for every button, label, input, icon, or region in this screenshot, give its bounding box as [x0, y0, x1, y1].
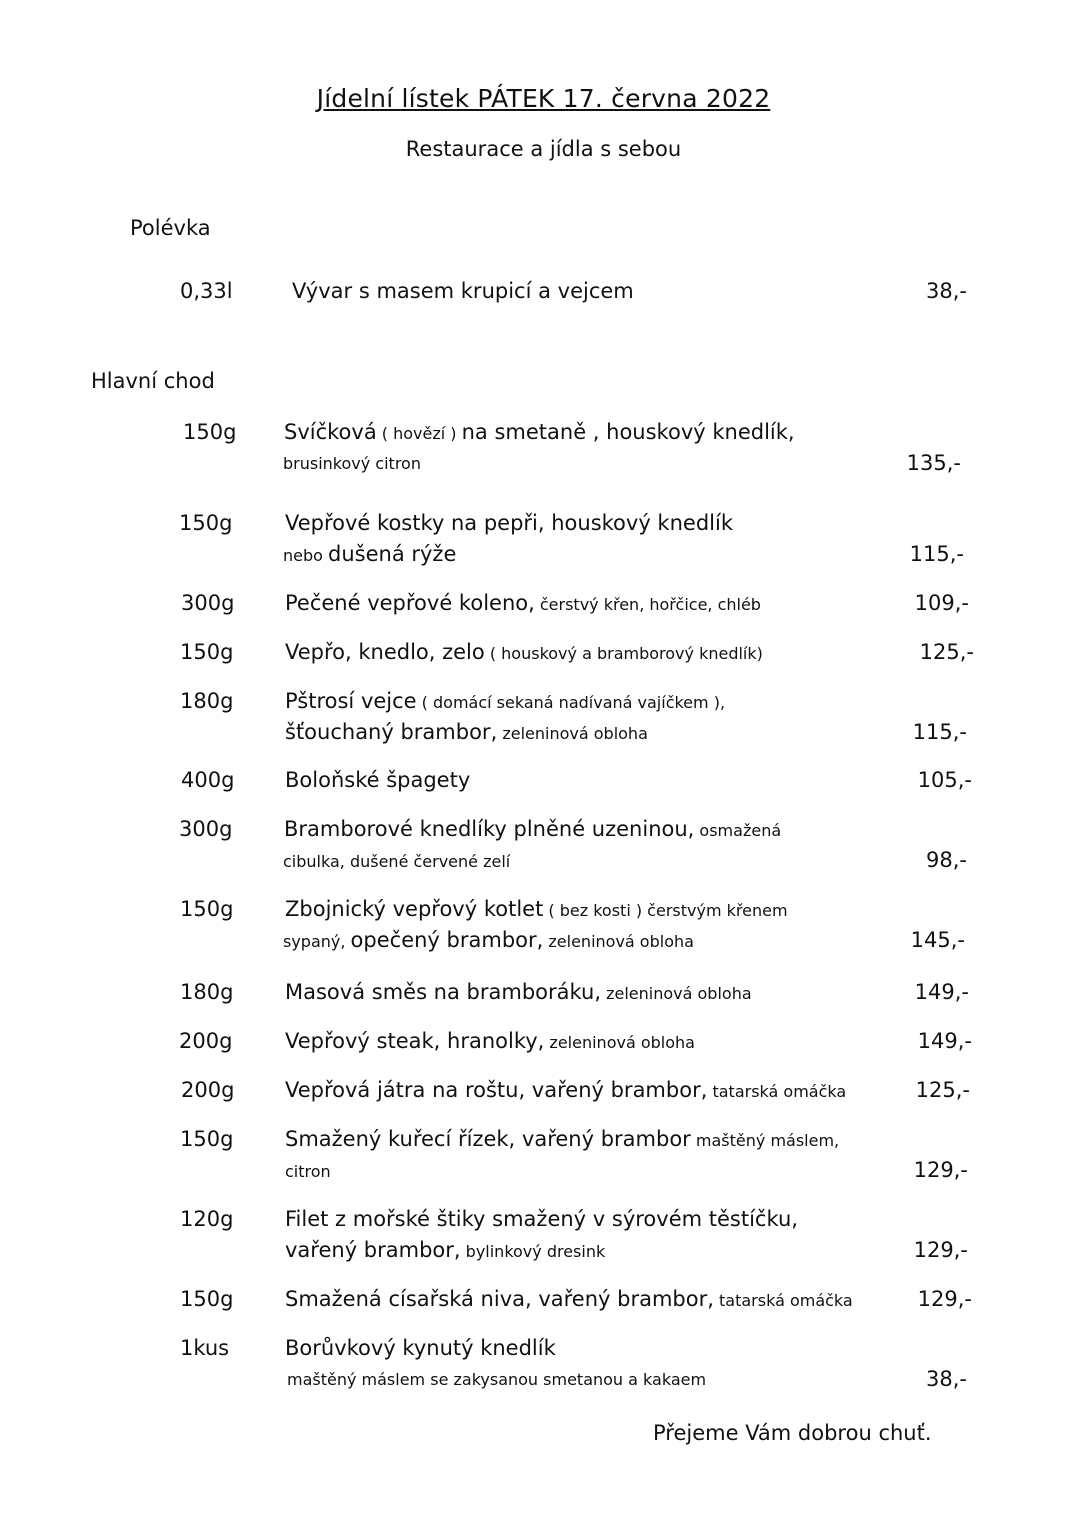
section-soup-heading: Polévka	[130, 216, 211, 240]
item-line-1: Bramborové knedlíky plněné uzeninou, osmažená	[284, 817, 782, 841]
item-quantity: 180g	[180, 689, 234, 713]
section-main-heading: Hlavní chod	[91, 369, 215, 393]
soup-quantity: 0,33l	[180, 279, 233, 303]
item-line-1: Vepřo, knedlo, zelo ( houskový a bramborový knedlík)	[285, 640, 763, 664]
soup-price: 38,-	[926, 279, 967, 303]
soup-name: Vývar s masem krupicí a vejcem	[292, 279, 634, 303]
item-quantity: 150g	[180, 1127, 234, 1151]
item-line-2: cibulka, dušené červené zelí	[283, 852, 511, 871]
item-quantity: 150g	[180, 1287, 234, 1311]
item-quantity: 150g	[180, 897, 234, 921]
item-line-1: Borůvkový kynutý knedlík	[285, 1336, 556, 1360]
item-line-2: sypaný, opečený brambor, zeleninová obloha	[283, 928, 694, 952]
item-quantity: 1kus	[180, 1336, 230, 1360]
item-quantity: 150g	[179, 511, 233, 535]
item-price: 98,-	[926, 848, 967, 872]
item-line-2: vařený brambor, bylinkový dresink	[285, 1238, 606, 1262]
page-title: Jídelní lístek PÁTEK 17. června 2022	[316, 84, 771, 113]
item-quantity: 150g	[180, 640, 234, 664]
item-line-1: Vepřová játra na roštu, vařený brambor, tatarská omáčka	[285, 1078, 847, 1102]
item-line-1: Smažená císařská niva, vařený brambor, tatarská omáčka	[285, 1287, 853, 1311]
item-line-2: nebo dušená rýže	[283, 542, 457, 566]
item-price: 105,-	[917, 768, 972, 792]
item-quantity: 300g	[179, 817, 233, 841]
item-line-1: Svíčková ( hovězí ) na smetaně , houskový knedlík,	[284, 420, 795, 444]
item-price: 129,-	[913, 1158, 968, 1182]
item-price: 129,-	[917, 1287, 972, 1311]
item-price: 125,-	[915, 1078, 970, 1102]
item-price: 149,-	[914, 980, 969, 1004]
footer-greeting: Přejeme Vám dobrou chuť.	[653, 1421, 932, 1445]
page-subtitle: Restaurace a jídla s sebou	[405, 137, 682, 161]
item-line-2: citron	[285, 1162, 331, 1181]
item-quantity: 200g	[179, 1029, 233, 1053]
item-price: 125,-	[919, 640, 974, 664]
item-line-1: Zbojnický vepřový kotlet ( bez kosti ) čerstvým křenem	[285, 897, 788, 921]
item-quantity: 150g	[183, 420, 237, 444]
item-price: 109,-	[914, 591, 969, 615]
item-price: 129,-	[913, 1238, 968, 1262]
item-quantity: 400g	[181, 768, 235, 792]
item-line-1: Pečené vepřové koleno, čerstvý křen, hořčice, chléb	[285, 591, 761, 615]
item-line-2: šťouchaný brambor, zeleninová obloha	[285, 720, 648, 744]
item-line-1: Vepřový steak, hranolky, zeleninová obloha	[285, 1029, 695, 1053]
item-price: 145,-	[910, 928, 965, 952]
item-price: 38,-	[926, 1367, 967, 1391]
item-quantity: 180g	[180, 980, 234, 1004]
item-quantity: 300g	[181, 591, 235, 615]
item-line-1: Pštrosí vejce ( domácí sekaná nadívaná vajíčkem ),	[285, 689, 726, 713]
item-line-1: Vepřové kostky na pepři, houskový knedlík	[285, 511, 733, 535]
item-line-1: Boloňské špagety	[285, 768, 471, 792]
item-price: 115,-	[909, 542, 964, 566]
item-price: 149,-	[917, 1029, 972, 1053]
item-quantity: 120g	[180, 1207, 234, 1231]
item-price: 135,-	[906, 451, 961, 475]
item-line-2: brusinkový citron	[283, 454, 421, 473]
item-quantity: 200g	[181, 1078, 235, 1102]
item-line-2: maštěný máslem se zakysanou smetanou a kakaem	[287, 1370, 707, 1389]
item-line-1: Filet z mořské štiky smažený v sýrovém těstíčku,	[285, 1207, 798, 1231]
item-line-1: Smažený kuřecí řízek, vařený brambor maštěný máslem,	[285, 1127, 840, 1151]
item-line-1: Masová směs na bramboráku, zeleninová obloha	[285, 980, 752, 1004]
item-price: 115,-	[912, 720, 967, 744]
